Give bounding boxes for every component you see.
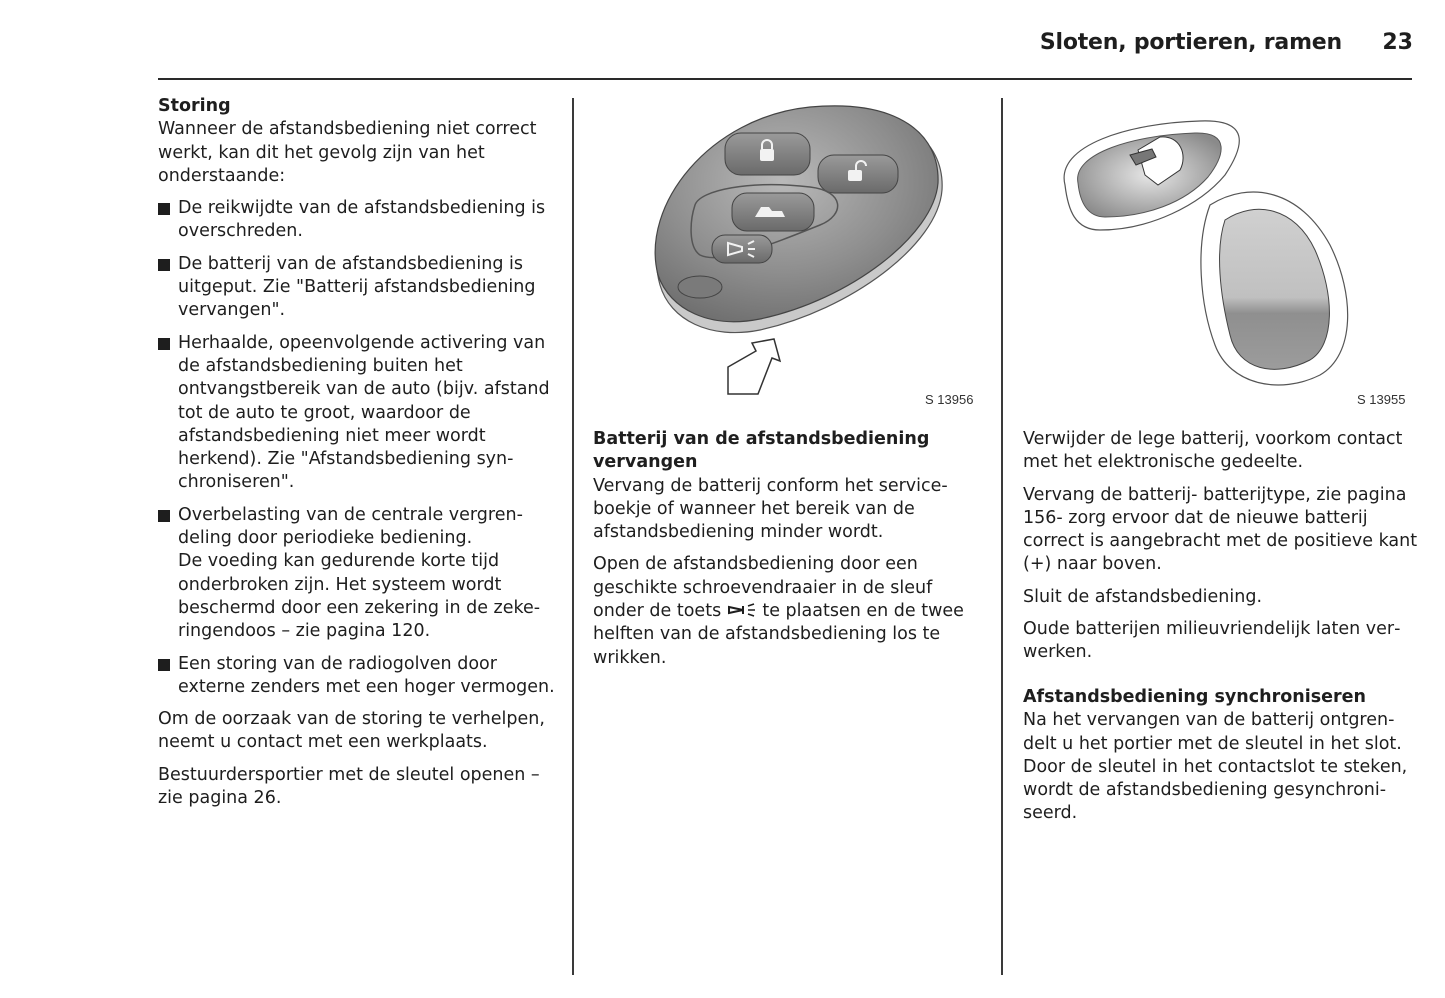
figure-open-housing <box>1010 95 1430 415</box>
list-item: Overbelasting van de centrale vergrendeling door periodieke bediening. De voeding kan gedurende korte tijd onderbroken zijn. Het systeem wordt beschermd door een zekering in de zekeringendoos – zie pagina 120. <box>158 504 558 644</box>
trunk-button <box>732 193 814 231</box>
square-bullet-icon <box>158 510 170 522</box>
battery-step-insert: Vervang de batterij- batterijtype, zie pagina 156- zorg ervoor dat de nieuwe batterij correct is aangebracht met de positieve kant (+) naar boven. <box>1023 484 1418 575</box>
horn-button <box>712 235 772 263</box>
list-item: Herhaalde, opeenvolgende activering van de afstandsbediening buiten het ontvangstbereik van de auto (bijv. afstand tot de auto te groot, waardoor de afstandsbediening niet meer wordt herkend). Zie "Afstandsbediening synchroniseren". <box>158 332 558 495</box>
sync-para: Na het vervangen van de batterij ontgrendelt u het portier met de sleutel in het slot. Door de sleutel in het contactslot te steken, wordt de afstandsbediening gesynchroniseerd. <box>1023 710 1408 824</box>
battery-replace-para1: Vervang de batterij conform het serviceboekje of wanneer het bereik van de afstandsbediening minder wordt. <box>593 475 948 543</box>
storing-heading: Storing <box>158 96 231 116</box>
storing-causes-list <box>158 197 558 699</box>
battery-step-close: Sluit de afstandsbediening. <box>1023 586 1263 607</box>
section-title: Sloten, portieren, ramen <box>1039 30 1342 55</box>
battery-replace-para2: Open de afstandsbediening door een geschikte schroevendraaier in de sleuf onder de toets te plaatsen en de twee helften van de afstandsbediening los te wrikken. <box>593 554 964 668</box>
figure-caption-1: S 13956 <box>925 392 974 407</box>
square-bullet-icon <box>158 203 170 215</box>
battery-step-remove: Verwijder de lege batterij, voorkom contact met het elektronische gedeelte. <box>1023 429 1403 473</box>
sync-heading: Afstandsbediening synchroniseren <box>1023 687 1366 707</box>
key-ring-hole <box>678 276 722 298</box>
horn-icon <box>727 603 757 617</box>
list-item: De batterij van de afstandsbediening is uitgeput. Zie "Batterij afstandsbediening vervangen". <box>158 253 558 323</box>
battery-replace-section <box>593 428 988 679</box>
open-housing-illustration <box>1010 95 1430 415</box>
lock-button <box>725 133 810 175</box>
battery-replace-heading: Batterij van de afstandsbediening vervangen <box>593 429 930 473</box>
sync-section <box>1023 686 1418 835</box>
list-item: De reikwijdte van de afstandsbediening is overschreden. <box>158 197 558 244</box>
unlock-icon <box>848 170 862 181</box>
figure-caption-2: S 13955 <box>1357 392 1406 407</box>
storing-section <box>158 95 558 819</box>
key-fob-illustration <box>600 95 990 415</box>
storing-intro: Wanneer de afstandsbediening niet correct werkt, kan dit het gevolg zijn van het onderstaande: <box>158 119 537 186</box>
square-bullet-icon <box>158 659 170 671</box>
column-divider-1 <box>572 98 574 975</box>
list-item: Een storing van de radiogolven door externe zenders met een hoger vermogen. <box>158 653 558 700</box>
figure-key-fob <box>600 95 990 415</box>
square-bullet-icon <box>158 259 170 271</box>
battery-step-dispose: Oude batterijen milieuvriendelijk laten verwerken. <box>1023 619 1401 663</box>
page-number: 23 <box>1382 30 1413 55</box>
lock-icon <box>760 149 774 161</box>
header-rule <box>158 78 1412 80</box>
unlock-button <box>818 155 898 193</box>
storing-advice: Om de oorzaak van de storing te verhelpen, neemt u contact met een werkplaats. <box>158 709 545 753</box>
column-divider-2 <box>1001 98 1003 975</box>
battery-steps-section <box>1023 428 1418 674</box>
storing-key-reference: Bestuurdersportier met de sleutel openen – zie pagina 26. <box>158 764 540 809</box>
square-bullet-icon <box>158 338 170 350</box>
arrow-pointer-icon <box>728 339 780 394</box>
